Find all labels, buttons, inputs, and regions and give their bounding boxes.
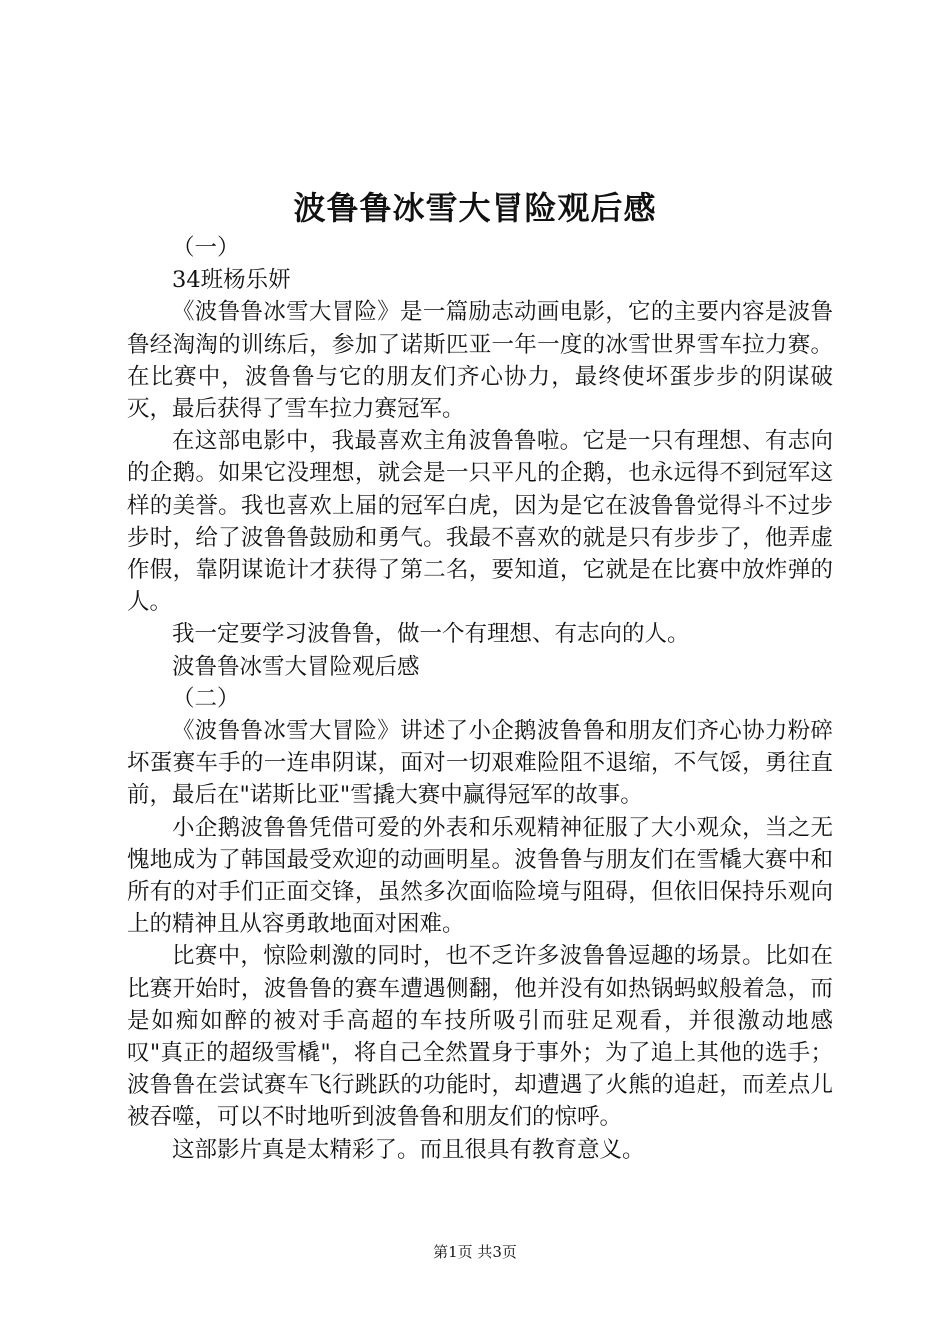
- document-title: 波鲁鲁冰雪大冒险观后感: [293, 189, 657, 227]
- paragraph: 这部影片真是太精彩了。而且很具有教育意义。: [172, 1136, 645, 1163]
- paragraph: 比赛中，惊险刺激的同时，也不乏许多波鲁鲁逗趣的场景。比如在比赛开始时，波鲁鲁的赛车遭遇侧翻，他并没有如热锅蚂蚁般着急，而是如痴如醉的被对手高超的车技所吸引而驻足观看，并很激动地感叹"真正的超级雪橇"，将自己全然置身于事外；为了追上其他的选手；波鲁鲁在尝试赛车飞行跳跃的功能时，却遭遇了火熊的追赶，而差点儿被吞噬，可以不时地听到波鲁鲁和朋友们的惊呼。: [127, 943, 833, 1131]
- paragraph: 《波鲁鲁冰雪大冒险》讲述了小企鹅波鲁鲁和朋友们齐心协力粉碎坏蛋赛车手的一连串阴谋，面对一切艰难险阻不退缩，不气馁，勇往直前，最后在"诺斯比亚"雪撬大赛中赢得冠军的故事。: [127, 718, 833, 809]
- document-body: [127, 232, 833, 1166]
- section-label-two: （二）: [172, 685, 240, 712]
- author-line: 34班杨乐妍: [172, 267, 291, 294]
- paragraph: 小企鹅波鲁鲁凭借可爱的外表和乐观精神征服了大小观众，当之无愧地成为了韩国最受欢迎的动画明星。波鲁鲁与朋友们在雪橇大赛中和所有的对手们正面交锋，虽然多次面临险境与阻碍，但依旧保持乐观向上的精神且从容勇敢地面对困难。: [127, 814, 833, 938]
- section-subtitle: 波鲁鲁冰雪大冒险观后感: [172, 653, 420, 680]
- paragraph: 我一定要学习波鲁鲁，做一个有理想、有志向的人。: [172, 621, 690, 648]
- paragraph: 在这部电影中，我最喜欢主角波鲁鲁啦。它是一只有理想、有志向的企鹅。如果它没理想，就会是一只平凡的企鹅，也永远得不到冠军这样的美誉。我也喜欢上届的冠军白虎，因为是它在波鲁鲁觉得斗不过步步时，给了波鲁鲁鼓励和勇气。我最不喜欢的就是只有步步了，他弄虚作假，靠阴谋诡计才获得了第二名，要知道，它就是在比赛中放炸弹的人。: [127, 428, 833, 616]
- page-footer: 第1页 共3页: [433, 1243, 517, 1261]
- section-label-one: （一）: [172, 235, 240, 261]
- paragraph: 《波鲁鲁冰雪大冒险》是一篇励志动画电影，它的主要内容是波鲁鲁经淘淘的训练后，参加了诺斯匹亚一年一度的冰雪世界雪车拉力赛。在比赛中，波鲁鲁与它的朋友们齐心协力，最终使坏蛋步步的阴谋破灭，最后获得了雪车拉力赛冠军。: [127, 299, 833, 423]
